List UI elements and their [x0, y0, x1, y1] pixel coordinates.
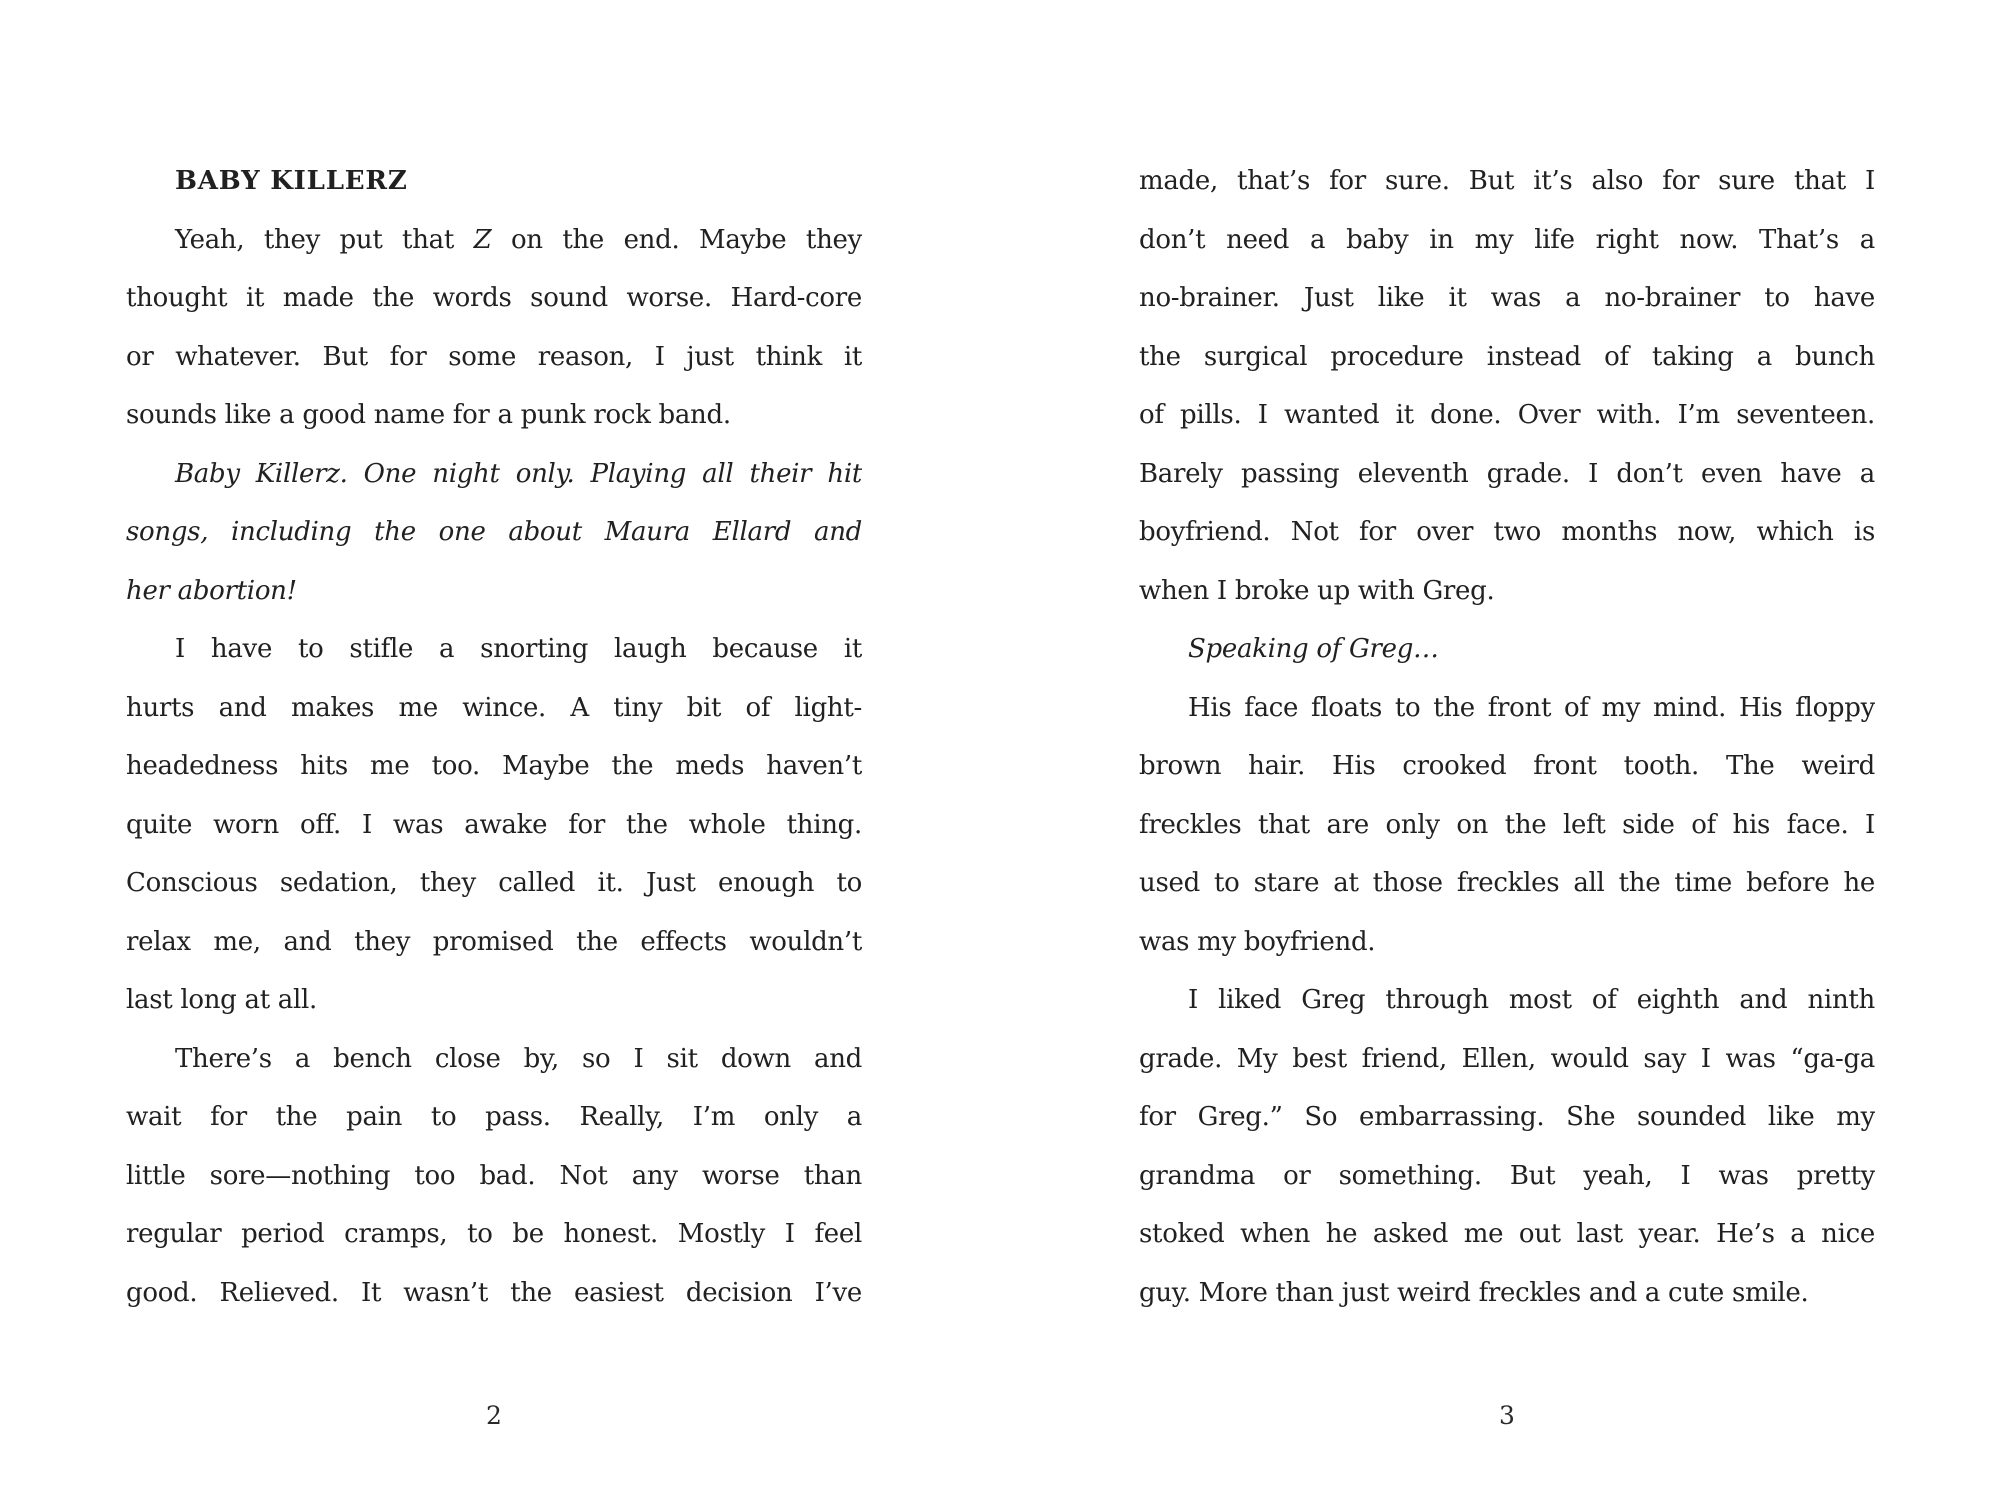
text-line — [126, 562, 862, 621]
text-line — [1139, 796, 1875, 855]
text-segment: stoked when he asked me out last year. He’s a nice — [1139, 1219, 1875, 1249]
text-segment: good. Relieved. It wasn’t the easiest decision I’ve — [126, 1277, 862, 1308]
text-segment: or whatever. But for some reason, I just think it — [126, 341, 862, 372]
text-segment: on the end. Maybe they — [491, 224, 862, 255]
text-segment: grandma or something. But yeah, I was pretty — [1139, 1160, 1875, 1191]
text-line — [126, 328, 862, 387]
text-line — [1139, 211, 1875, 270]
text-line — [126, 737, 862, 796]
text-line — [126, 1030, 862, 1089]
text-line — [126, 269, 862, 328]
text-segment: songs, including the one about Maura Ellard and — [126, 517, 862, 547]
text-segment: quite worn off. I was awake for the whole thing. — [126, 809, 862, 840]
text-segment: hurts and makes me wince. A tiny bit of light- — [126, 692, 862, 723]
text-line — [126, 445, 862, 504]
text-segment: guy. More than just weird freckles and a cute smile. — [1139, 1277, 1809, 1308]
text-segment: was my boyfriend. — [1139, 926, 1376, 957]
text-segment: relax me, and they promised the effects wouldn’t — [126, 926, 862, 957]
text-segment: I have to stifle a snorting laugh because it — [175, 634, 862, 664]
text-segment: I liked Greg through most of eighth and ninth — [1188, 985, 1875, 1015]
text-line — [1139, 679, 1875, 738]
text-line — [1139, 971, 1875, 1030]
text-segment: no-brainer. Just like it was a no-brainer to have — [1139, 283, 1875, 313]
text-segment: used to stare at those freckles all the time before he — [1139, 868, 1875, 898]
text-segment: when I broke up with Greg. — [1139, 575, 1495, 606]
text-segment: last long at all. — [126, 985, 318, 1015]
text-line — [126, 971, 862, 1030]
text-line — [126, 211, 862, 270]
text-line — [1139, 1030, 1875, 1089]
text-segment: her abortion! — [126, 575, 297, 606]
text-line — [126, 620, 862, 679]
text-line — [1139, 445, 1875, 504]
text-line — [1139, 1088, 1875, 1147]
text-segment: little sore—nothing too bad. Not any worse than — [126, 1160, 862, 1191]
text-segment: regular period cramps, to be honest. Mostly I feel — [126, 1219, 862, 1249]
emphasized-text: Z — [473, 224, 492, 255]
page-number-right: 3 — [1499, 1401, 1515, 1430]
text-segment: headedness hits me too. Maybe the meds haven’t — [126, 751, 862, 781]
text-segment: the surgical procedure instead of taking a bunch — [1139, 341, 1875, 372]
text-line — [1139, 1147, 1875, 1206]
text-line — [126, 386, 862, 445]
text-line — [126, 1205, 862, 1264]
text-segment: made, that’s for sure. But it’s also for sure that I — [1139, 166, 1875, 196]
text-line — [1139, 328, 1875, 387]
page-number-left: 2 — [486, 1401, 502, 1430]
text-segment: freckles that are only on the left side of his face. I — [1139, 809, 1875, 840]
page-left-text — [126, 152, 862, 1322]
text-line — [126, 1264, 862, 1323]
text-segment: Barely passing eleventh grade. I don’t even have a — [1139, 458, 1875, 489]
text-line — [1139, 1264, 1875, 1323]
text-line — [126, 1147, 862, 1206]
text-segment: thought it made the words sound worse. Hard-core — [126, 283, 862, 313]
text-line — [1139, 854, 1875, 913]
text-segment: sounds like a good name for a punk rock band. — [126, 400, 731, 430]
page-right-text — [1139, 152, 1875, 1322]
text-line — [126, 503, 862, 562]
text-line — [1139, 737, 1875, 796]
text-segment: of pills. I wanted it done. Over with. I’m seventeen. — [1139, 400, 1875, 430]
text-segment: boyfriend. Not for over two months now, which is — [1139, 517, 1875, 547]
text-line — [1139, 152, 1875, 211]
text-segment: grade. My best friend, Ellen, would say I was “ga-ga — [1139, 1043, 1875, 1074]
text-line — [1139, 562, 1875, 621]
text-line — [126, 1088, 862, 1147]
text-segment: for Greg.” So embarrassing. She sounded like my — [1139, 1102, 1875, 1132]
text-line — [126, 679, 862, 738]
text-segment: There’s a bench close by, so I sit down and — [175, 1043, 862, 1074]
text-segment: Baby Killerz. One night only. Playing all their hit — [175, 458, 862, 489]
chapter-heading — [126, 152, 862, 211]
text-segment: don’t need a baby in my life right now. That’s a — [1139, 224, 1875, 255]
text-line — [126, 854, 862, 913]
text-line — [1139, 1205, 1875, 1264]
text-segment: wait for the pain to pass. Really, I’m only a — [126, 1102, 862, 1132]
text-segment: Conscious sedation, they called it. Just enough to — [126, 868, 862, 898]
text-line — [1139, 386, 1875, 445]
text-line — [126, 796, 862, 855]
text-line — [126, 913, 862, 972]
text-segment: His face floats to the front of my mind. His floppy — [1188, 692, 1875, 723]
text-line — [1139, 503, 1875, 562]
text-segment: Speaking of Greg… — [1188, 634, 1439, 664]
text-segment: Yeah, they put that — [175, 224, 474, 255]
text-line — [1139, 620, 1875, 679]
text-line — [1139, 269, 1875, 328]
text-segment: brown hair. His crooked front tooth. The weird — [1139, 751, 1875, 781]
text-segment: BABY KILLERZ — [175, 166, 408, 196]
text-line — [1139, 913, 1875, 972]
